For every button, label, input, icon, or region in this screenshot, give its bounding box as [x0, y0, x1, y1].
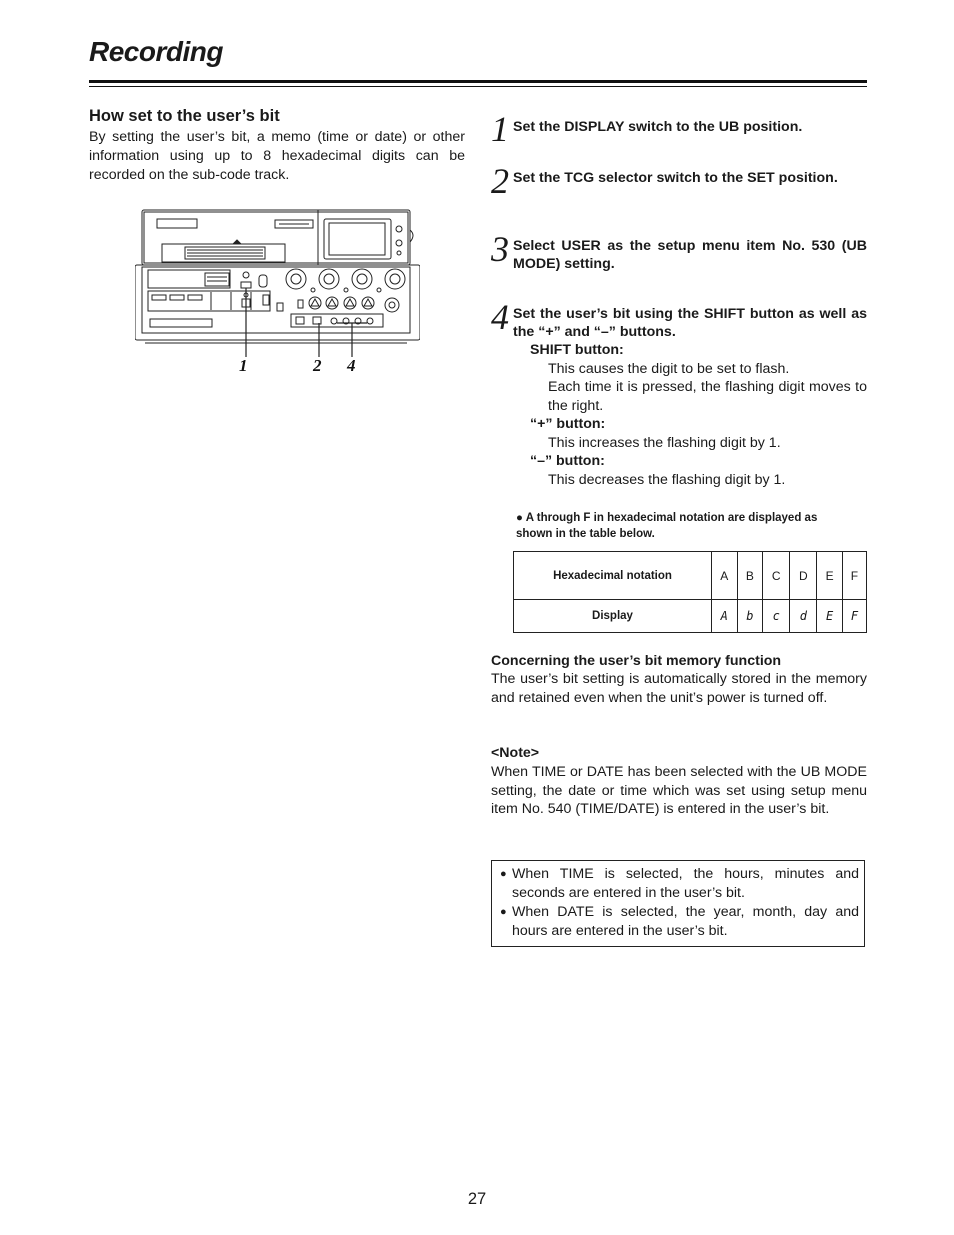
hex-note-text: A through F in hexadecimal notation are displayed as shown in the table below.: [516, 512, 818, 540]
step-number: 1: [491, 109, 509, 149]
minus-button-label: “–” button:: [530, 453, 605, 469]
section-heading: How set to the user’s bit: [89, 107, 280, 125]
note-heading: <Note>: [491, 745, 540, 761]
step-2: [491, 161, 867, 201]
segment-glyph: F: [842, 600, 866, 633]
title-rule-thin: [89, 86, 867, 87]
shift-button-label: SHIFT button:: [530, 342, 624, 358]
device-front-panel-illustration: [135, 205, 420, 380]
callout-4: 4: [347, 356, 356, 375]
table-cell: C: [763, 552, 790, 600]
info-box: [491, 860, 865, 947]
shift-button-text: This causes the digit to be set to flash.: [548, 360, 790, 377]
segment-glyph: A: [712, 600, 738, 633]
bullet-icon: ●: [500, 906, 507, 918]
table-row: [514, 552, 867, 600]
step-text: Select USER as the setup menu item No. 530 (UB MODE) setting.: [513, 238, 867, 272]
step-3: [491, 231, 867, 273]
step-number: 3: [491, 229, 509, 269]
table-header: Hexadecimal notation: [514, 552, 712, 600]
callout-1: 1: [239, 356, 248, 375]
memory-text: The user’s bit setting is automatically stored in the memory and retained even when the unit’s power is turned off.: [491, 671, 867, 706]
page-title: Recording: [89, 36, 223, 67]
table-header: Display: [514, 600, 712, 633]
plus-button-text: This increases the flashing digit by 1.: [548, 434, 781, 451]
callout-2: 2: [313, 356, 322, 375]
segment-glyph: E: [817, 600, 843, 633]
minus-button-text: This decreases the flashing digit by 1.: [548, 471, 786, 488]
hex-table: [513, 551, 867, 633]
list-item-text: When DATE is selected, the year, month, day and hours are entered in the user’s bit.: [512, 904, 859, 939]
hex-note: [516, 510, 856, 542]
list-item: [500, 903, 859, 941]
page-header: [89, 34, 867, 70]
step-text: Set the user’s bit using the SHIFT button as well as the “+” and “–” buttons.: [513, 306, 867, 340]
segment-glyph: d: [790, 600, 817, 633]
page-number: 27: [467, 1190, 487, 1208]
step-text: Set the TCG selector switch to the SET position.: [513, 170, 838, 186]
table-row: [514, 600, 867, 633]
list-item: [500, 865, 859, 903]
segment-glyph: c: [763, 600, 790, 633]
table-cell: A: [712, 552, 738, 600]
step-1: [491, 109, 867, 149]
table-cell: F: [842, 552, 866, 600]
table-cell: D: [790, 552, 817, 600]
step-number: 2: [491, 161, 509, 201]
note-text: When TIME or DATE has been selected with the UB MODE setting, the date or time which was set using setup menu item No. 540 (TIME/DATE) is entered in the user’s bit.: [491, 764, 867, 817]
left-column: [89, 106, 465, 185]
title-rule: [89, 80, 867, 83]
step-number: 4: [491, 297, 509, 337]
bullet-icon: ●: [500, 868, 507, 880]
plus-button-label: “+” button:: [530, 416, 606, 432]
memory-heading: Concerning the user’s bit memory function: [491, 653, 782, 669]
intro-paragraph: By setting the user’s bit, a memo (time or date) or other information using up to 8 hexadecimal digits can be recorded on the sub-code track.: [89, 129, 465, 183]
table-cell: B: [737, 552, 763, 600]
step-4: [491, 299, 867, 489]
bullet-icon: ●: [516, 512, 523, 524]
step-text: Set the DISPLAY switch to the UB position.: [513, 119, 803, 135]
table-cell: E: [817, 552, 843, 600]
segment-glyph: b: [737, 600, 763, 633]
shift-button-text: Each time it is pressed, the flashing digit moves to the right.: [548, 379, 867, 414]
list-item-text: When TIME is selected, the hours, minutes and seconds are entered in the user’s bit.: [512, 866, 859, 901]
